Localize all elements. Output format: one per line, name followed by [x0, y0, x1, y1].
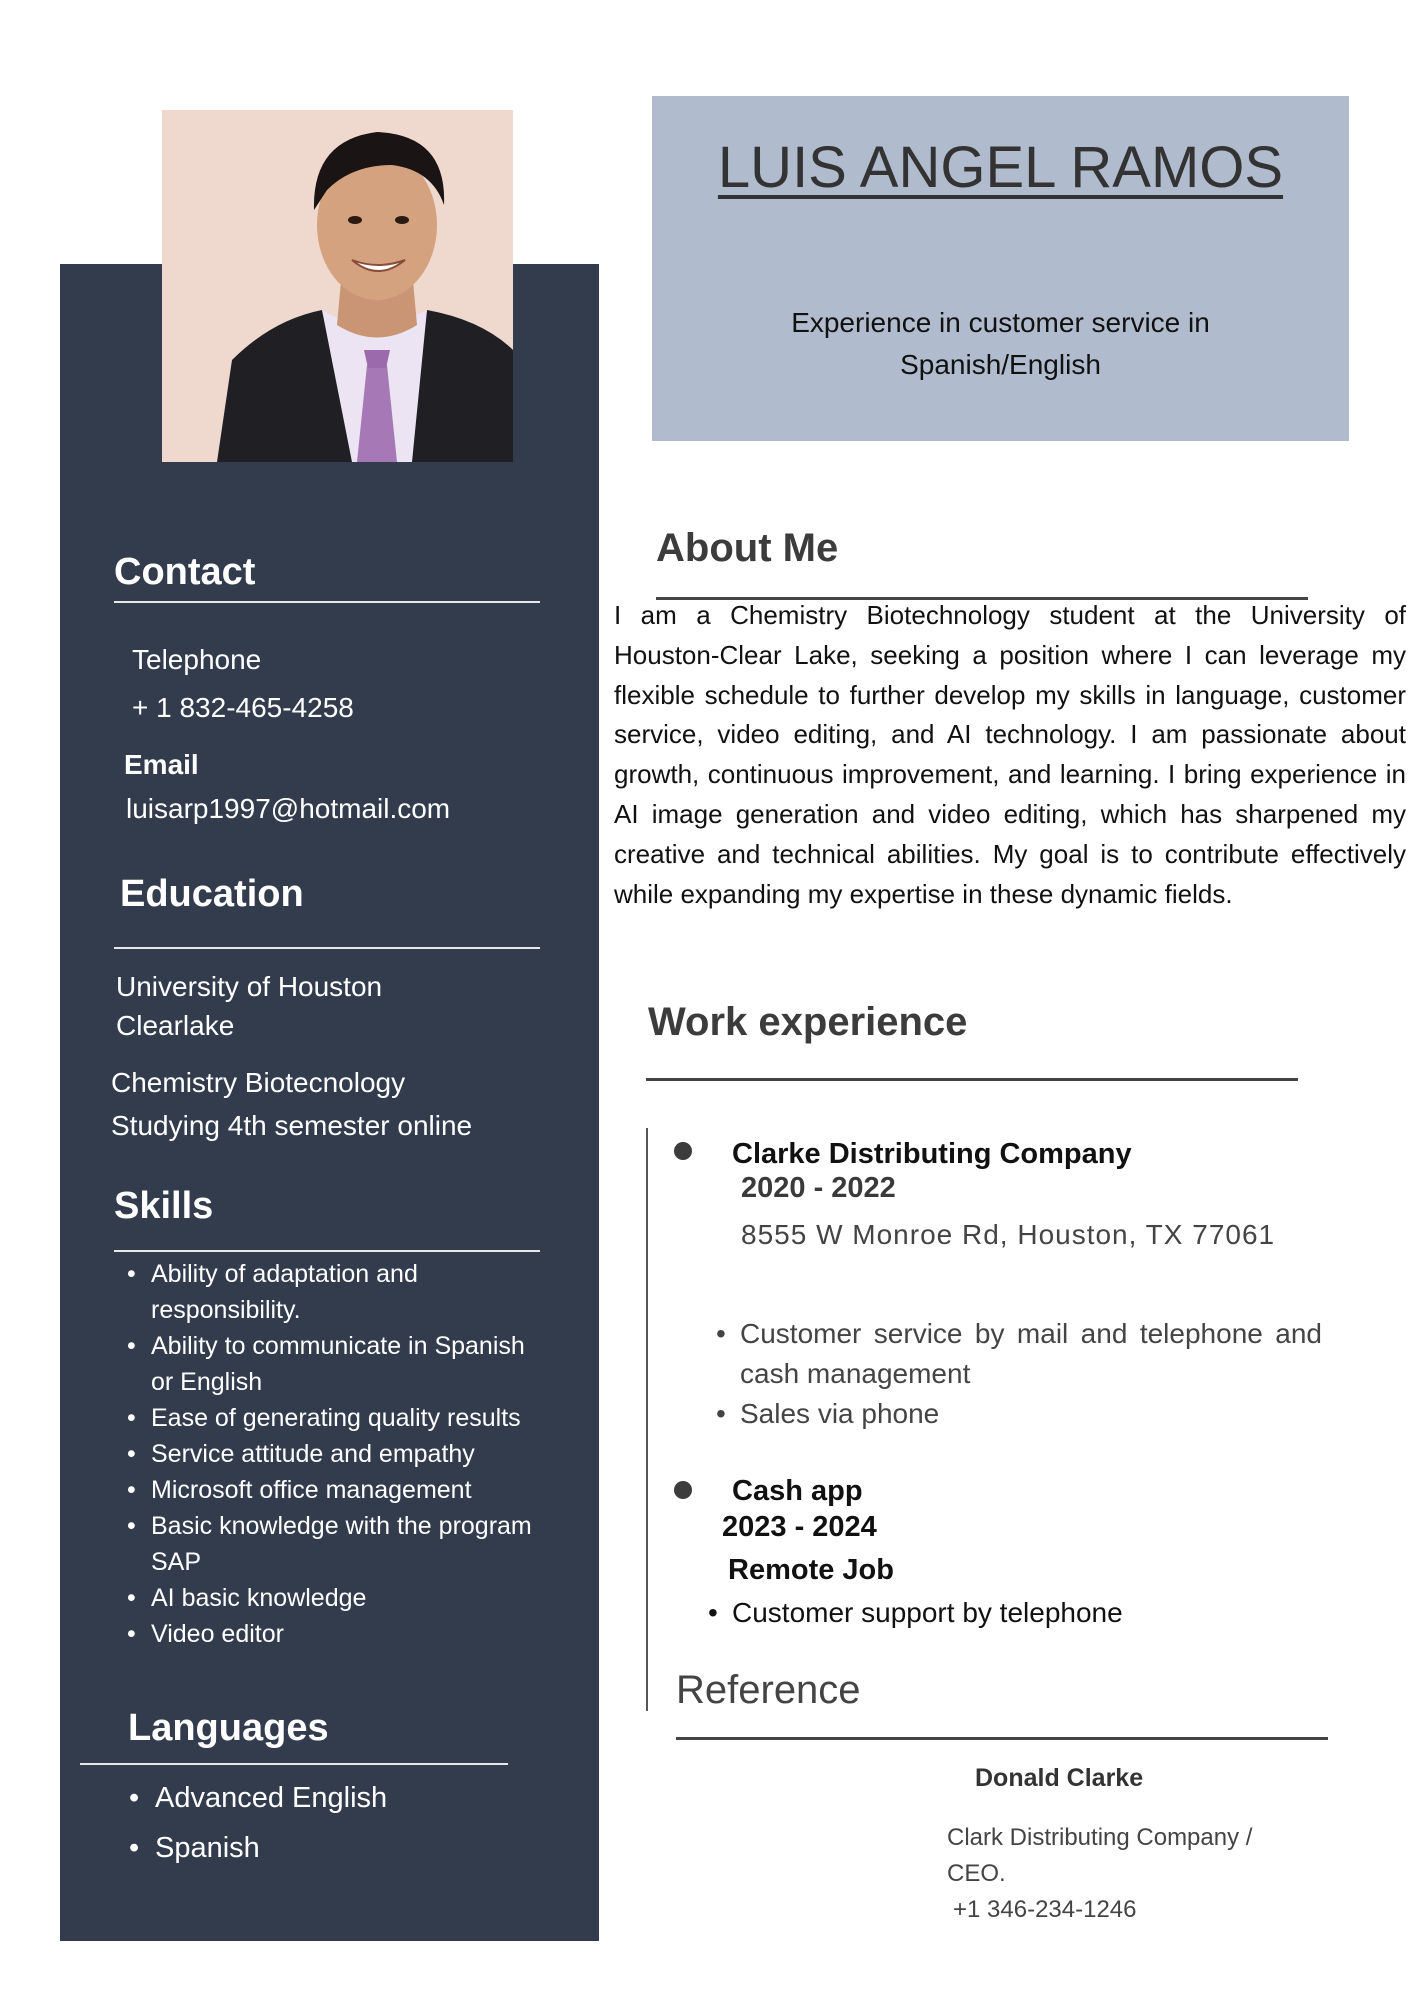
- work-divider: [646, 1078, 1298, 1081]
- list-item: • Service attitude and empathy: [127, 1436, 547, 1472]
- job-years: 2023 - 2024: [722, 1511, 877, 1543]
- timeline-dot: [674, 1481, 692, 1499]
- sidebar: [60, 264, 599, 1941]
- job-company: Cash app: [732, 1475, 863, 1507]
- telephone-label: Telephone: [132, 644, 262, 675]
- list-item: • Basic knowledge with the program SAP: [127, 1508, 547, 1580]
- reference-name: Donald Clarke: [975, 1764, 1144, 1792]
- skills-divider: [114, 1250, 540, 1252]
- timeline-line: [646, 1128, 648, 1711]
- list-item: • Video editor: [127, 1616, 547, 1652]
- email-value[interactable]: luisarp1997@hotmail.com: [126, 793, 451, 824]
- list-item: • Ability of adaptation and responsibility.: [127, 1256, 547, 1328]
- reference-company-line2: CEO.: [947, 1860, 1006, 1887]
- education-program-line2: Studying 4th semester online: [111, 1110, 473, 1141]
- reference-divider: [676, 1737, 1328, 1740]
- list-item: • AI basic knowledge: [127, 1580, 547, 1616]
- list-item: • Sales via phone: [716, 1394, 1322, 1434]
- education-school-line1: University of Houston: [116, 971, 383, 1002]
- education-school-line2: Clearlake: [116, 1010, 235, 1041]
- reference-company-line1: Clark Distributing Company /: [947, 1824, 1253, 1851]
- job-address: 8555 W Monroe Rd, Houston, TX 77061: [741, 1219, 1276, 1250]
- header-box: [652, 96, 1349, 441]
- profile-photo: [162, 110, 513, 462]
- job-company: Clarke Distributing Company: [732, 1138, 1132, 1170]
- job-type: Remote Job: [728, 1554, 894, 1586]
- list-item: • Customer support by telephone: [708, 1593, 1208, 1633]
- tagline: Experience in customer service in Spanish/English: [791, 307, 1210, 380]
- contact-heading: Contact: [114, 551, 256, 593]
- list-item: • Advanced English: [129, 1773, 529, 1823]
- reference-phone[interactable]: +1 346-234-1246: [953, 1896, 1137, 1923]
- languages-list: [129, 1773, 529, 1873]
- education-divider: [114, 947, 540, 949]
- timeline-dot: [674, 1142, 692, 1160]
- list-item: • Ease of generating quality results: [127, 1400, 547, 1436]
- job-duties: [708, 1593, 1208, 1633]
- candidate-name: LUIS ANGEL RAMOS: [717, 135, 1284, 200]
- skills-heading: Skills: [114, 1185, 214, 1227]
- list-item: • Spanish: [129, 1823, 529, 1873]
- work-heading: Work experience: [648, 1000, 968, 1044]
- list-item: • Ability to communicate in Spanish or English: [127, 1328, 547, 1400]
- education-heading: Education: [120, 873, 304, 915]
- job-years: 2020 - 2022: [741, 1172, 896, 1204]
- list-item: • Customer service by mail and telephone and cash management: [716, 1314, 1322, 1394]
- job-duties: [716, 1314, 1322, 1434]
- telephone-value[interactable]: + 1 832-465-4258: [132, 692, 354, 723]
- contact-divider: [114, 601, 540, 603]
- about-text: I am a Chemistry Biotechnology student at the University of Houston-Clear Lake, seeking a position where I can leverage my flexible schedule to further develop my skills in language, customer service, video editing, and AI technology. I am passionate about growth, continuous improvement, and learning. I bring experience in AI image generation and video editing, which has sharpened my creative and technical abilities. My goal is to contribute effectively while expanding my expertise in these dynamic fields.: [614, 600, 1406, 909]
- education-program-line1: Chemistry Biotecnology: [111, 1067, 406, 1098]
- languages-divider: [80, 1763, 508, 1765]
- skills-list: [127, 1256, 547, 1652]
- list-item: • Microsoft office management: [127, 1472, 547, 1508]
- email-label: Email: [124, 749, 199, 780]
- reference-heading: Reference: [676, 1668, 861, 1712]
- about-heading: About Me: [656, 526, 839, 570]
- languages-heading: Languages: [128, 1707, 329, 1749]
